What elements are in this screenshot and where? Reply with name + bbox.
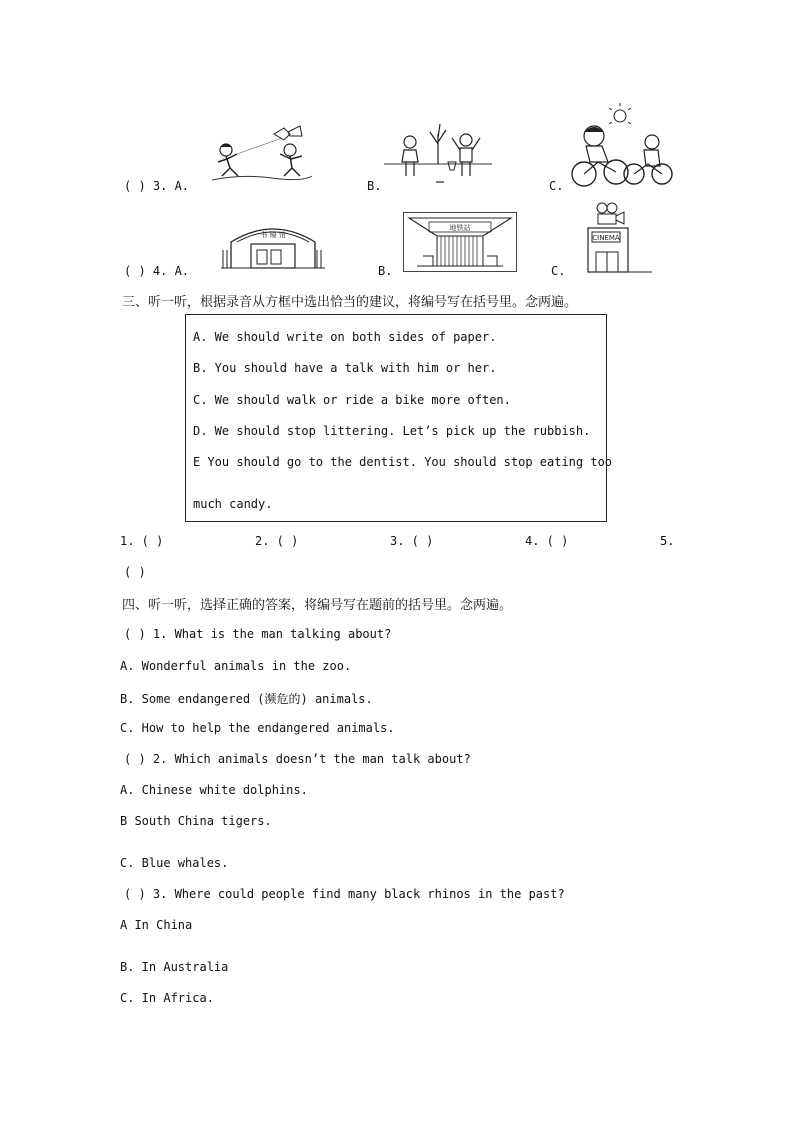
q1-option-c: C. How to help the endangered animals. xyxy=(120,721,395,735)
q1-option-a: A. Wonderful animals in the zoo. xyxy=(120,659,352,673)
suggestion-d: D. We should stop littering. Let’s pick up the rubbish. xyxy=(193,424,591,438)
answer-slot-2[interactable]: 2. ( ) xyxy=(255,534,299,548)
section4-heading: 四、听一听，选择正确的答案，将编号写在题前的括号里。念两遍。 xyxy=(122,598,513,613)
subway-station-picture xyxy=(403,212,517,272)
q3-prefix: ( ) 3. A. xyxy=(124,179,190,193)
answer-slot-4[interactable]: 4. ( ) xyxy=(525,534,569,548)
suggestion-box xyxy=(185,314,607,522)
q2-option-c: C. Blue whales. xyxy=(120,856,229,870)
q1-option-b: B. Some endangered (濒危的) animals. xyxy=(120,692,373,706)
answer-slot-5[interactable]: ( ) xyxy=(124,565,146,579)
answer-slot-1[interactable]: 1. ( ) xyxy=(120,534,164,548)
q2-option-b: B South China tigers. xyxy=(120,814,272,828)
q4-option-b-label: B. xyxy=(378,264,393,278)
subway-sign: 地铁站 xyxy=(449,224,471,232)
cinema-picture xyxy=(584,202,654,274)
q3-option-c-label: C. xyxy=(549,179,564,193)
q3-option-b-label: B. xyxy=(367,179,382,193)
question-3[interactable]: ( ) 3. Where could people find many black rhinos in the past? xyxy=(124,887,565,901)
bike-riding-picture xyxy=(568,106,672,190)
q2-option-a: A. Chinese white dolphins. xyxy=(120,783,308,797)
kite-picture xyxy=(212,126,312,186)
question-1[interactable]: ( ) 1. What is the man talking about? xyxy=(124,627,392,641)
suggestion-e-continued: much candy. xyxy=(193,497,273,511)
suggestion-a: A. We should write on both sides of paper. xyxy=(193,330,497,344)
q4-prefix: ( ) 4. A. xyxy=(124,264,190,278)
q3-option-a: A In China xyxy=(120,918,193,932)
suggestion-c: C. We should walk or ride a bike more often. xyxy=(193,393,511,407)
library-sign: 书 镜 馆 xyxy=(260,231,286,239)
q4-option-c-label: C. xyxy=(551,264,566,278)
answer-slot-5-label: 5. xyxy=(660,534,675,548)
section3-heading: 三、听一听，根据录音从方框中选出恰当的建议，将编号写在括号里。念两遍。 xyxy=(122,295,578,310)
library-picture xyxy=(221,220,325,272)
cinema-sign: CINEMA xyxy=(592,234,620,242)
suggestion-e: E You should go to the dentist. You should stop eating too xyxy=(193,455,613,469)
answer-slot-3[interactable]: 3. ( ) xyxy=(390,534,434,548)
q3-option-c: C. In Africa. xyxy=(120,991,214,1005)
q3-option-b: B. In Australia xyxy=(120,960,229,974)
tree-planting-picture xyxy=(384,120,492,190)
question-2[interactable]: ( ) 2. Which animals doesn’t the man talk about? xyxy=(124,752,471,766)
suggestion-b: B. You should have a talk with him or her. xyxy=(193,361,497,375)
